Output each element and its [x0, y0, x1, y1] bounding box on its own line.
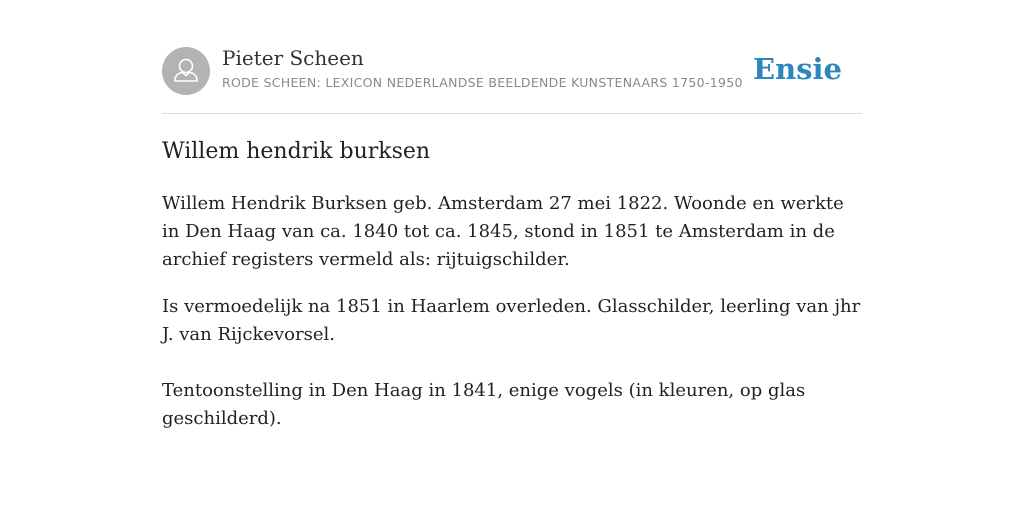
brand-logo[interactable]: Ensie: [753, 52, 842, 86]
entry-header: [162, 0, 862, 114]
source-title: RODE SCHEEN: LEXICON NEDERLANDSE BEELDENDE KUNSTENAARS 1750-1950: [222, 75, 743, 90]
body-paragraph: Willem Hendrik Burksen geb. Amsterdam 27 mei 1822. Woonde en werkte in Den Haag van ca. 1840 tot ca. 1845, stond in 1851 te Amsterdam in de archief registers vermeld als: rijtuigschilder.: [162, 193, 844, 270]
entry-body: [162, 190, 862, 433]
author-name[interactable]: Pieter Scheen: [222, 46, 364, 70]
page-title: Willem hendrik burksen: [162, 139, 431, 164]
entry-card: [162, 0, 862, 429]
body-paragraph: Is vermoedelijk na 1851 in Haarlem overleden. Glasschilder, leerling van jhr J. van Rijckevorsel.: [162, 296, 861, 345]
user-icon[interactable]: [162, 47, 210, 95]
body-paragraph: Tentoonstelling in Den Haag in 1841, enige vogels (in kleuren, op glas geschilderd).: [162, 380, 806, 429]
